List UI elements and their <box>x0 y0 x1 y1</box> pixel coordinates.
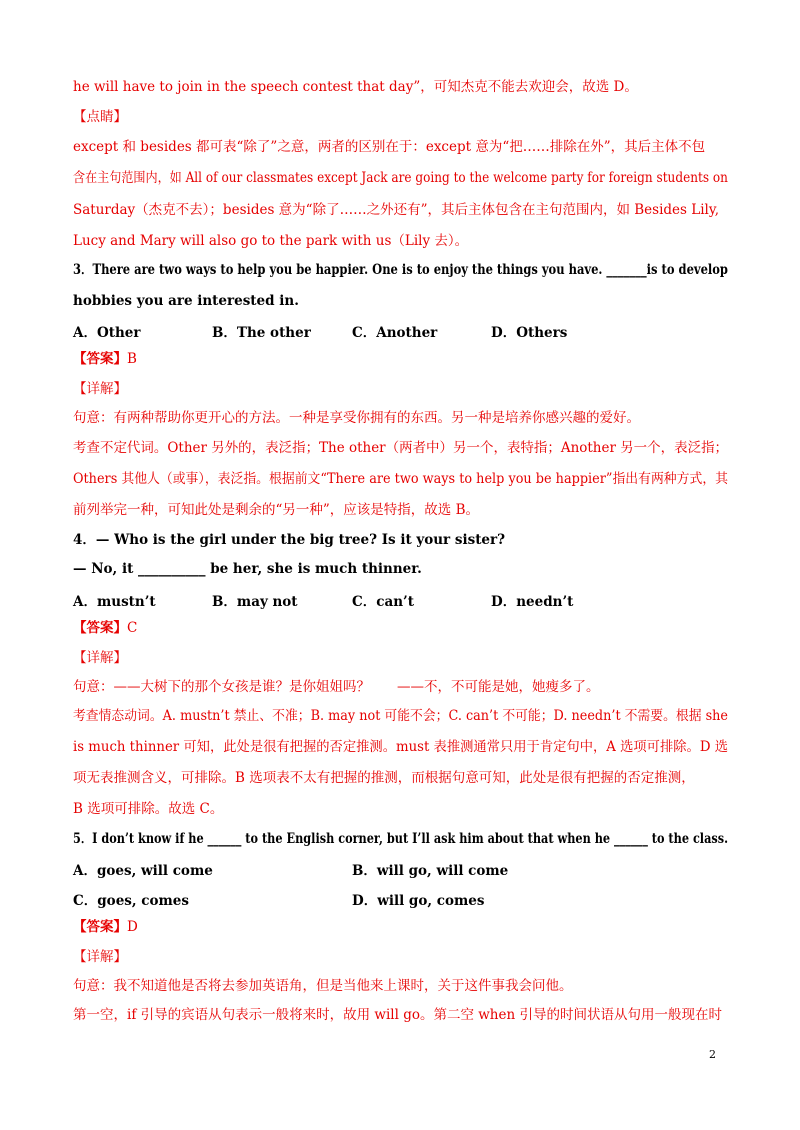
q4-stem: 4．— Who is the girl under the big tree? Is it your sister? <box>73 532 506 548</box>
q5-detail-line: 第一空，if 引导的宾语从句表示一般将来时，故用 will go。第二空 when 引导的时间状语从句用一般现在时 <box>73 1007 722 1023</box>
q4-detail-label: 【详解】 <box>73 650 127 666</box>
tip-line: 含在主句范围内，如 All of our classmates except Jack are going to the welcome party for foreign students on <box>73 170 728 186</box>
q4-option-a: A．mustn’t <box>73 594 156 610</box>
answer-value: D <box>127 919 138 935</box>
q3-stem: hobbies you are interested in. <box>73 293 299 309</box>
q5-option-d: D．will go, comes <box>352 893 485 909</box>
q3-detail-label: 【详解】 <box>73 381 127 397</box>
q4-stem: — No, it __________ be her, she is much thinner. <box>73 561 422 577</box>
q4-detail-line: 考查情态动词。A. mustn’t 禁止、不准；B. may not 可能不会；C. can’t 不可能；D. needn’t 不需要。根据 she <box>73 708 729 724</box>
q4-detail-line: is much thinner 可知，此处是很有把握的否定推测。must 表推测通常只用于肯定句中，A 选项可排除。D 选 <box>73 739 728 755</box>
q4-detail-line: 句意：——大树下的那个女孩是谁？是你姐姐吗？ ——不，不可能是她，她瘦多了。 <box>73 679 600 695</box>
q4-option-d: D．needn’t <box>491 594 574 610</box>
tip-line: Lucy and Mary will also go to the park with us（Lily 去）。 <box>73 233 469 249</box>
answer-label: 【答案】 <box>73 919 127 935</box>
q4-option-c: C．can’t <box>352 594 414 610</box>
q4-detail-line: B 选项可排除。故选 C。 <box>73 801 224 817</box>
q5-detail-label: 【详解】 <box>73 949 127 965</box>
q3-detail-line: 句意：有两种帮助你更开心的方法。一种是享受你拥有的东西。另一种是培养你感兴趣的爱好。 <box>73 410 640 426</box>
q3-option-c: C．Another <box>352 325 438 341</box>
q3-answer <box>73 350 137 368</box>
q4-detail-line: 项无表推测含义，可排除。B 选项表不太有把握的推测，而根据句意可知，此处是很有把握的否定推测， <box>73 770 695 786</box>
q5-detail-line: 句意：我不知道他是否将去参加英语角，但是当他来上课时，关于这件事我会问他。 <box>73 978 573 994</box>
tip-line: except 和 besides 都可表“除了”之意，两者的区别在于：except 意为“把……排除在外”，其后主体不包 <box>73 139 706 155</box>
q3-detail-line: 考查不定代词。Other 另外的，表泛指；The other（两者中）另一个，表特指；Another 另一个，表泛指； <box>73 440 729 456</box>
intro-line: he will have to join in the speech contest that day”，可知杰克不能去欢迎会，故选 D。 <box>73 79 638 95</box>
q3-detail-line: Others 其他人（或事），表泛指。根据前文“There are two ways to help you be happier”指出有两种方式，其 <box>73 471 729 487</box>
q3-detail-line: 前列举完一种，可知此处是剩余的“另一种”，应该是特指，故选 B。 <box>73 502 480 518</box>
q5-answer <box>73 918 138 936</box>
answer-label: 【答案】 <box>73 620 127 636</box>
page-number: 2 <box>709 1048 716 1061</box>
tip-label: 【点睛】 <box>73 109 127 125</box>
q3-option-a: A．Other <box>73 325 141 341</box>
q4-answer <box>73 619 137 637</box>
q5-option-a: A．goes, will come <box>73 863 213 879</box>
answer-value: C <box>127 620 138 636</box>
q5-option-b: B．will go, will come <box>352 863 509 879</box>
q5-option-c: C．goes, comes <box>73 893 189 909</box>
q3-option-b: B．The other <box>212 325 311 341</box>
q3-option-d: D．Others <box>491 325 568 341</box>
answer-label: 【答案】 <box>73 351 127 367</box>
tip-line: Saturday（杰克不去）；besides 意为“除了……之外还有”，其后主体包含在主句范围内，如 Besides Lily, <box>73 202 719 218</box>
q3-stem: 3．There are two ways to help you be happier. One is to enjoy the things you have. _______is to develop <box>73 262 728 278</box>
answer-value: B <box>127 351 137 367</box>
q5-stem: 5．I don’t know if he ______ to the English corner, but I’ll ask him about that when he ______ to the class. <box>73 831 729 847</box>
q4-option-b: B．may not <box>212 594 298 610</box>
